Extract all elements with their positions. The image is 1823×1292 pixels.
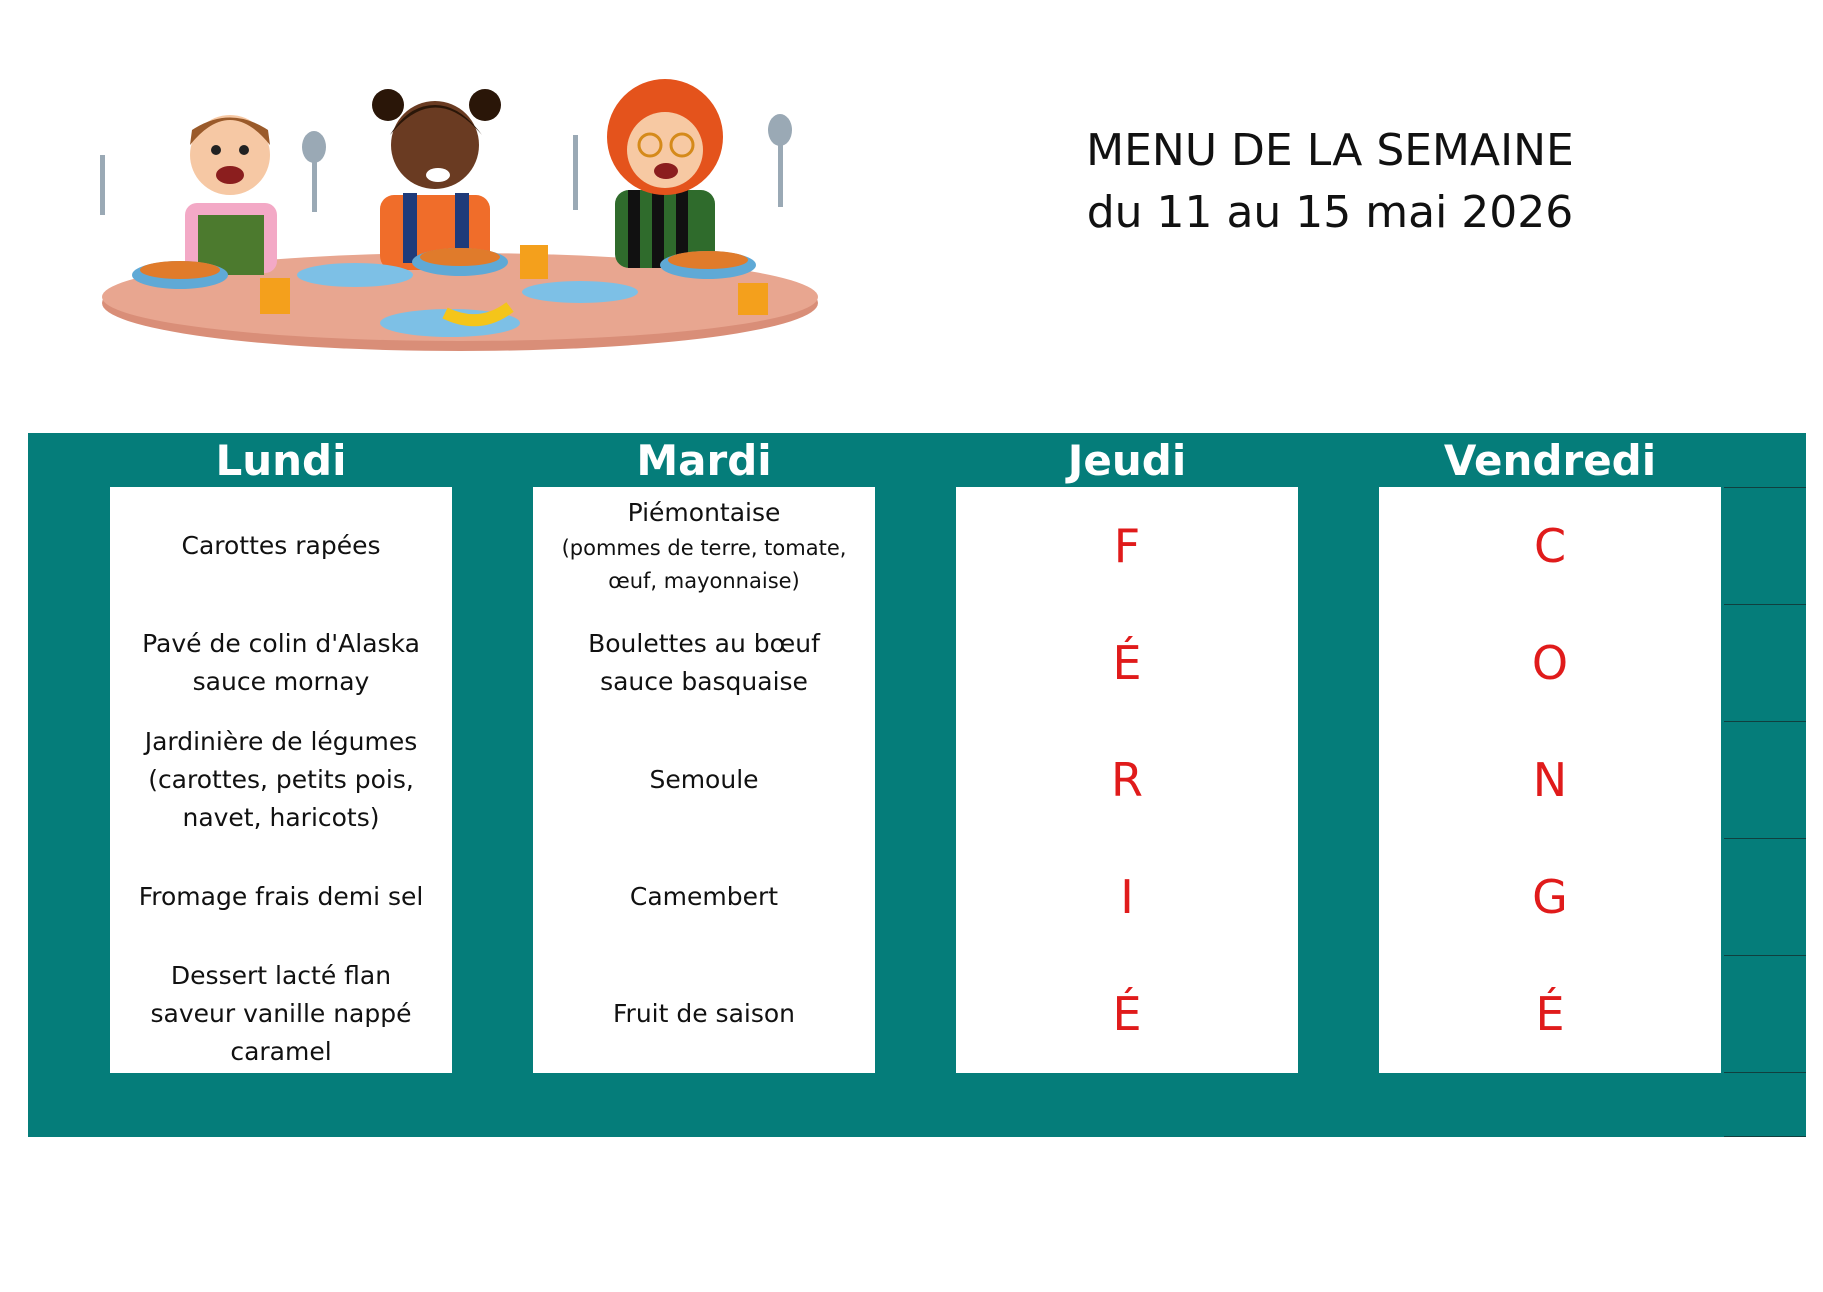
course-line: Carottes rapées <box>181 530 381 560</box>
edge-line <box>1724 487 1806 488</box>
day-card-jeudi <box>956 487 1298 1073</box>
day-header-vendredi: Vendredi <box>1443 436 1657 485</box>
title-line-dates: du 11 au 15 mai 2026 <box>1086 187 1574 238</box>
day-header-lundi: Lundi <box>215 436 347 485</box>
course-line: Boulettes au bœuf <box>588 628 820 658</box>
closure-letter: R <box>1111 752 1143 807</box>
course-detail-line: (pommes de terre, tomate, <box>561 535 847 560</box>
course-line: (carottes, petits pois, <box>148 764 414 794</box>
course-dessert <box>110 955 452 1072</box>
closure-letter: O <box>1531 635 1569 690</box>
course-line: Fromage frais demi sel <box>138 881 424 911</box>
course-line: sauce basquaise <box>600 666 808 696</box>
course-line: Semoule <box>649 764 759 794</box>
closure-letter: É <box>1112 635 1142 690</box>
edge-line <box>1724 721 1806 722</box>
course-side <box>110 721 452 838</box>
day-card-lundi <box>110 487 452 1073</box>
closure-letter: F <box>1113 518 1141 573</box>
course-line: Jardinière de légumes <box>144 726 418 756</box>
course-line: saveur vanille nappé <box>150 998 412 1028</box>
course-line: Camembert <box>629 881 779 911</box>
closure-letter: N <box>1532 752 1568 807</box>
closure-letter: É <box>1112 986 1142 1041</box>
edge-line <box>1724 1136 1806 1137</box>
course-line: Pavé de colin d'Alaska <box>142 628 420 658</box>
day-card-vendredi <box>1379 487 1721 1073</box>
day-header-mardi: Mardi <box>636 436 772 485</box>
closure-letter: G <box>1532 869 1568 924</box>
closure-letter: C <box>1533 518 1567 573</box>
course-line: caramel <box>230 1036 332 1066</box>
course-side <box>533 721 875 838</box>
title-line-menu: MENU DE LA SEMAINE <box>1086 125 1574 176</box>
closure-letter: I <box>1120 869 1134 924</box>
course-detail-line: œuf, mayonnaise) <box>608 568 800 593</box>
course-line: Fruit de saison <box>612 998 796 1028</box>
course-starter <box>110 487 452 604</box>
day-card-mardi <box>533 487 875 1073</box>
board-edge-lines <box>1724 487 1806 1137</box>
course-main <box>110 604 452 721</box>
day-header-jeudi: Jeudi <box>1067 436 1187 485</box>
menu-board <box>28 433 1806 1137</box>
course-starter <box>533 487 875 604</box>
course-dessert <box>533 955 875 1072</box>
edge-line <box>1724 955 1806 956</box>
menu-title <box>1030 120 1630 244</box>
edge-line <box>1724 838 1806 839</box>
course-line: navet, haricots) <box>182 802 380 832</box>
course-line: Dessert lacté flan <box>170 960 392 990</box>
edge-line <box>1724 1072 1806 1073</box>
children-eating-illustration <box>90 75 830 370</box>
closure-letter: É <box>1535 986 1565 1041</box>
course-cheese <box>110 838 452 955</box>
course-line: Piémontaise <box>627 497 781 527</box>
course-main <box>533 604 875 721</box>
edge-line <box>1724 604 1806 605</box>
course-cheese <box>533 838 875 955</box>
course-line: sauce mornay <box>192 666 370 696</box>
